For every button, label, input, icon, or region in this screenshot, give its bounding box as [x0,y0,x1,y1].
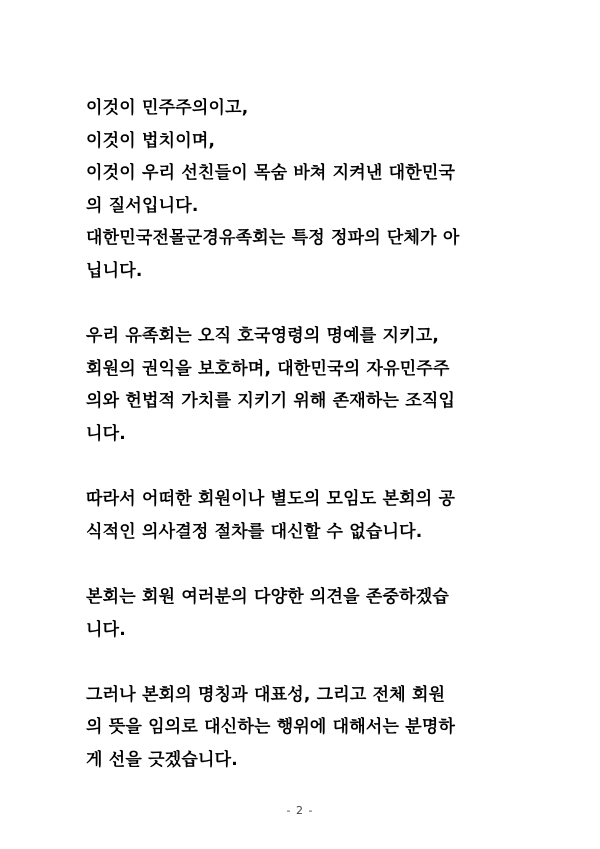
paragraph-4 [86,581,516,646]
text-line: 그러나 본회의 명칭과 대표성, 그리고 전체 회원 [86,684,446,705]
paragraph-gap [86,288,516,321]
document-body [86,92,516,776]
text-line: 의와 헌법적 가치를 지키기 위해 존재하는 조직입 [86,391,456,412]
paragraph-5 [86,679,516,777]
text-line: 이것이 우리 선친들이 목숨 바쳐 지켜낸 대한민국 [86,163,456,184]
text-line: 니다. [86,423,126,444]
page-number: - 2 - [286,804,314,817]
text-line: 대한민국전몰군경유족회는 특정 정파의 단체가 아 [86,228,460,249]
text-line: 이것이 법치이며, [86,130,216,151]
text-line: 따라서 어떠한 회원이나 별도의 모임도 본회의 공 [86,489,456,510]
paragraph-gap [86,646,516,679]
paragraph-2 [86,320,516,450]
text-line: 우리 유족회는 오직 호국영령의 명예를 지키고, [86,326,440,347]
text-line: 식적인 의사결정 절차를 대신할 수 없습니다. [86,521,423,542]
text-line: 니다. [86,619,126,640]
paragraph-1 [86,92,516,288]
text-line: 본회는 회원 여러분의 다양한 의견을 존중하겠습 [86,586,450,607]
text-line: 이것이 민주주의이고, [86,98,249,118]
text-line: 게 선을 긋겠습니다. [86,749,238,770]
text-line: 회원의 권익을 보호하며, 대한민국의 자유민주주 [86,358,450,379]
text-line: 의 뜻을 임의로 대신하는 행위에 대해서는 분명하 [86,717,456,738]
paragraph-gap [86,451,516,484]
text-line: 닙니다. [86,260,143,281]
text-line: 의 질서입니다. [86,195,199,216]
paragraph-gap [86,548,516,581]
paragraph-3 [86,483,516,548]
